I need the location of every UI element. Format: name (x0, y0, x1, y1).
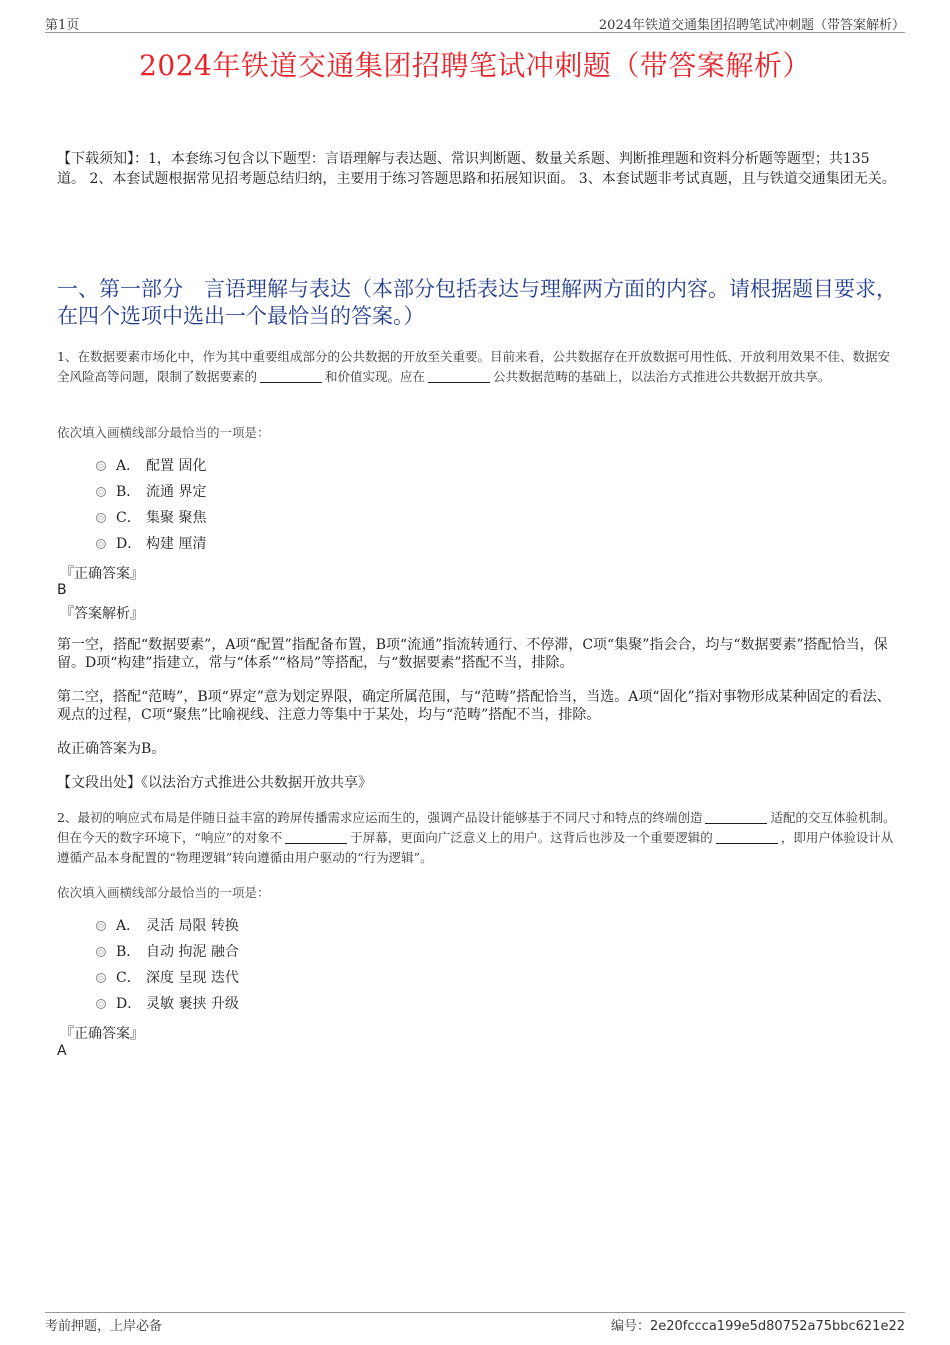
q1-option-d[interactable]: D． 构建 厘清 (96, 531, 496, 557)
radio-icon[interactable] (96, 513, 106, 523)
q2-answer-label: 『正确答案』 (60, 1026, 144, 1042)
q1-option-c[interactable]: C． 集聚 聚焦 (96, 505, 496, 531)
fill-blank (285, 829, 347, 844)
radio-icon[interactable] (96, 487, 106, 497)
q1-answer: B (57, 582, 67, 598)
download-notice: 【下载须知】：1，本套练习包含以下题型：言语理解与表达题、常识判断题、数量关系题、判断推理题和资料分析题等题型；共135道。 2、本套试题根据常见招考题总结归纳，主要用于练习答题思路和拓展知识面。 3、本套试题非考试真题，且与铁道交通集团无关。 (57, 151, 896, 187)
q1-stem-part-a: 1、在数据要素市场化中，作为其中重要组成部分的公共数据的开放至关重要。目前来看，公共数据存在开放数据可用性低、开放利用效果不佳、数据安全风险高等问题，限制了数据要素的 (57, 349, 890, 384)
q2-answer: A (57, 1043, 67, 1059)
radio-icon[interactable] (96, 999, 106, 1009)
radio-icon[interactable] (96, 921, 106, 931)
fill-blank (428, 368, 490, 383)
q2-options (96, 913, 496, 1017)
page-number: 第1页 (45, 18, 80, 33)
question-2-stem (57, 808, 897, 868)
q1-source: 【文段出处】《以法治方式推进公共数据开放共享》 (57, 775, 372, 791)
fill-blank (716, 829, 778, 844)
q2-stem-part-c: 于屏幕，更面向广泛意义上的用户。这背后也涉及一个重要逻辑的 (350, 830, 713, 845)
q1-analysis-1: 第一空，搭配“数据要素”，A项“配置”指配备布置，B项“流通”指流转通行、不停滞，C项“集聚”指会合，均与“数据要素”搭配恰当，保留。D项“构建”指建立，常与“体系”“格局”等搭配，与“数据要素”搭配不当，排除。 (57, 637, 888, 671)
question-1-stem (57, 347, 897, 387)
q1-option-a[interactable]: A． 配置 固化 (96, 453, 496, 479)
footer-slogan: 考前押题，上岸必备 (45, 1319, 163, 1334)
page-header (45, 12, 905, 33)
radio-icon[interactable] (96, 947, 106, 957)
fill-blank (260, 368, 322, 383)
q2-stem-part-d: ，即用户体验设计从遵循产品本身配置的“物理逻辑”转向遵循由用户驱动的“行为逻辑”。 (57, 830, 894, 865)
q1-analysis-2: 第二空，搭配“范畴”，B项“界定”意为划定界限，确定所属范围，与“范畴”搭配恰当，当选。A项“固化”指对事物形成某种固定的看法、观点的过程，C项“聚焦”比喻视线、注意力等集中于某处，均与“范畴”搭配不当，排除。 (57, 689, 891, 723)
q1-stem-part-b: 和价值实现。应在 (325, 369, 426, 384)
q1-option-b[interactable]: B． 流通 界定 (96, 479, 496, 505)
footer-code: 编号：2e20fccca199e5d80752a75bbc621e22 (610, 1319, 905, 1334)
q2-option-c[interactable]: C． 深度 呈现 迭代 (96, 965, 496, 991)
q2-option-d[interactable]: D． 灵敏 裹挟 升级 (96, 991, 496, 1017)
q2-option-b[interactable]: B． 自动 拘泥 融合 (96, 939, 496, 965)
q1-instruction: 依次填入画横线部分最恰当的一项是： (57, 425, 270, 440)
page-footer (45, 1312, 905, 1335)
q2-instruction: 依次填入画横线部分最恰当的一项是： (57, 885, 270, 900)
document-title: 2024年铁道交通集团招聘笔试冲刺题（带答案解析） (139, 49, 811, 82)
q2-stem-part-b: 适配的交互体验机制。但在今天的数字环境下，“响应”的对象不 (57, 810, 896, 845)
q1-conclusion: 故正确答案为B。 (57, 741, 166, 757)
radio-icon[interactable] (96, 973, 106, 983)
q1-options (96, 453, 496, 557)
section-title: 一、第一部分 言语理解与表达（本部分包括表达与理解两方面的内容。请根据题目要求，在四个选项中选出一个最恰当的答案。） (57, 277, 897, 328)
q2-stem-part-a: 2、最初的响应式布局是伴随日益丰富的跨屏传播需求应运而生的，强调产品设计能够基于不同尺寸和特点的终端创造 (57, 810, 703, 825)
q1-answer-label: 『正确答案』 (60, 566, 144, 582)
q1-stem-part-c: 公共数据范畴的基础上，以法治方式推进公共数据开放共享。 (493, 369, 831, 384)
q1-analysis-label: 『答案解析』 (60, 606, 144, 622)
radio-icon[interactable] (96, 539, 106, 549)
fill-blank (705, 809, 767, 824)
header-doc-name: 2024年铁道交通集团招聘笔试冲刺题（带答案解析） (598, 18, 905, 33)
q2-option-a[interactable]: A． 灵活 局限 转换 (96, 913, 496, 939)
radio-icon[interactable] (96, 461, 106, 471)
